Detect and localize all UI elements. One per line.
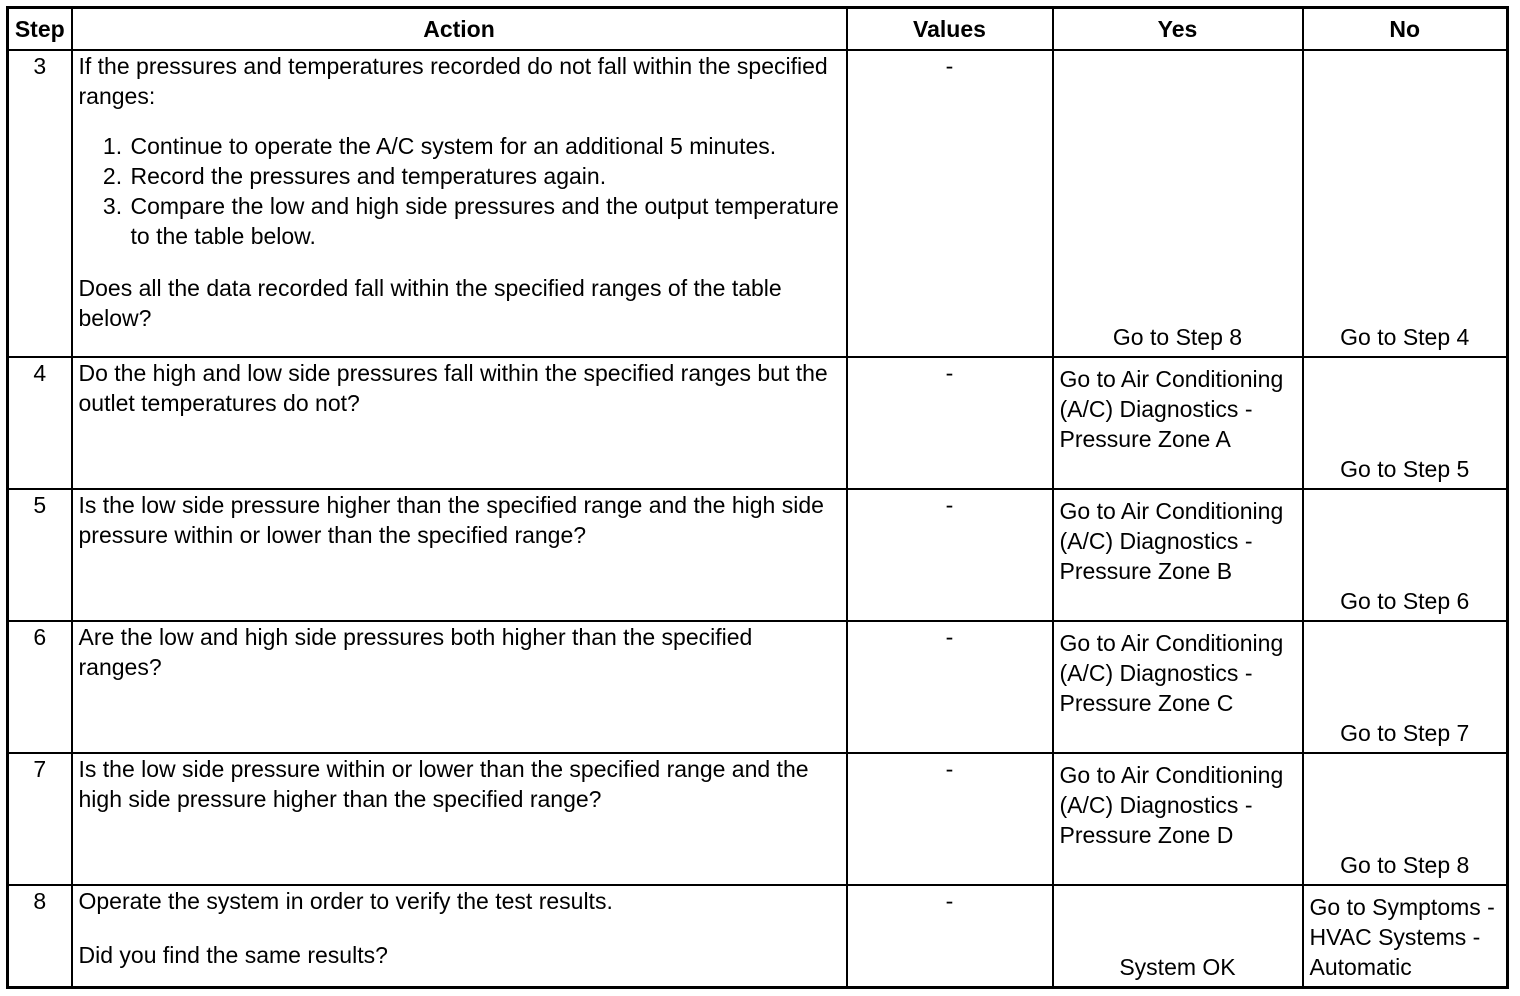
values-cell: -: [847, 885, 1053, 987]
action-cell: [72, 885, 847, 987]
action-intro: Operate the system in order to verify the test results.: [78, 888, 613, 914]
table-row: [8, 885, 1508, 987]
table-row: [8, 621, 1508, 753]
yes-link[interactable]: Go to Air Conditioning (A/C) Diagnostics - Pressure Zone B: [1059, 498, 1284, 584]
yes-cell: [1053, 621, 1303, 753]
values-cell: -: [847, 489, 1053, 621]
table-row: [8, 357, 1508, 489]
values-cell: -: [847, 357, 1053, 489]
step-number: 7: [8, 753, 72, 885]
no-link[interactable]: Go to Step 6: [1340, 588, 1470, 614]
action-steps-list: [79, 131, 840, 251]
step-number: 3: [8, 50, 72, 357]
step-number: 5: [8, 489, 72, 621]
header-step: Step: [8, 8, 72, 51]
yes-link[interactable]: System OK: [1119, 953, 1236, 980]
yes-cell: [1053, 753, 1303, 885]
header-no: No: [1303, 8, 1508, 51]
no-link[interactable]: Go to Symptoms - HVAC Systems - Automatic: [1309, 894, 1495, 980]
values-cell: -: [847, 50, 1053, 357]
values-cell: -: [847, 753, 1053, 885]
action-intro: If the pressures and temperatures recorded do not fall within the specified ranges:: [78, 53, 828, 109]
no-cell: [1303, 621, 1508, 753]
action-cell: Is the low side pressure higher than the specified range and the high side pressure within or lower than the specified range?: [72, 489, 847, 621]
list-item: 1. Continue to operate the A/C system for an additional 5 minutes.: [129, 131, 840, 161]
action-cell: Is the low side pressure within or lower than the specified range and the high side pressure higher than the specified range?: [72, 753, 847, 885]
step-number: 6: [8, 621, 72, 753]
yes-link[interactable]: Go to Step 8: [1112, 324, 1243, 350]
list-item: 3. Compare the low and high side pressures and the output temperature to the table below.: [129, 191, 840, 251]
step-number: 4: [8, 357, 72, 489]
yes-link[interactable]: Go to Air Conditioning (A/C) Diagnostics - Pressure Zone A: [1059, 366, 1284, 452]
no-cell: [1303, 885, 1508, 987]
diagnostic-table: [6, 6, 1509, 989]
no-cell: [1303, 357, 1508, 489]
table-row: [8, 489, 1508, 621]
yes-link[interactable]: Go to Air Conditioning (A/C) Diagnostics - Pressure Zone D: [1059, 762, 1284, 848]
no-link[interactable]: Go to Step 8: [1340, 852, 1470, 878]
action-question: Did you find the same results?: [78, 942, 388, 968]
no-cell: [1303, 489, 1508, 621]
header-row: [8, 8, 1508, 51]
yes-cell: [1053, 885, 1303, 987]
yes-cell: [1053, 50, 1303, 357]
no-link[interactable]: Go to Step 4: [1340, 324, 1470, 350]
spacer: [79, 916, 840, 940]
yes-cell: [1053, 489, 1303, 621]
step-number: 8: [8, 885, 72, 987]
no-cell: [1303, 753, 1508, 885]
header-action: Action: [72, 8, 847, 51]
yes-cell: [1053, 357, 1303, 489]
header-yes: Yes: [1053, 8, 1303, 51]
action-cell: [72, 50, 847, 357]
header-values: Values: [847, 8, 1053, 51]
action-cell: Do the high and low side pressures fall within the specified ranges but the outlet temperatures do not?: [72, 357, 847, 489]
list-item: 2. Record the pressures and temperatures again.: [129, 161, 840, 191]
no-link[interactable]: Go to Step 7: [1340, 720, 1470, 746]
yes-link[interactable]: Go to Air Conditioning (A/C) Diagnostics - Pressure Zone C: [1059, 630, 1284, 716]
values-cell: -: [847, 621, 1053, 753]
table-row: [8, 753, 1508, 885]
table-row: [8, 50, 1508, 357]
no-link[interactable]: Go to Step 5: [1340, 456, 1470, 482]
no-cell: [1303, 50, 1508, 357]
action-question: Does all the data recorded fall within the specified ranges of the table below?: [78, 275, 782, 331]
action-cell: Are the low and high side pressures both higher than the specified ranges?: [72, 621, 847, 753]
